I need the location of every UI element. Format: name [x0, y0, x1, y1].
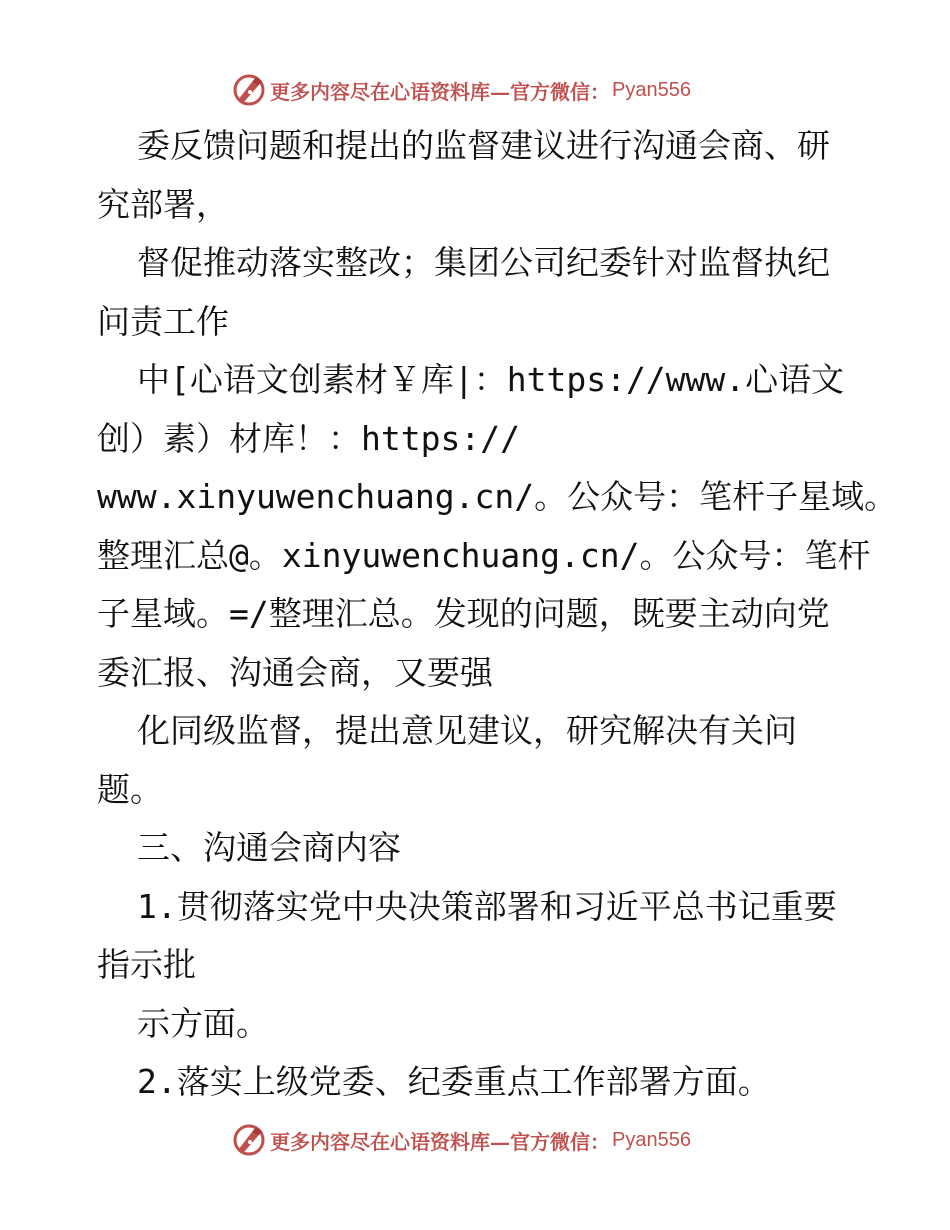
banner-wechat-id: Pyan556	[612, 1128, 691, 1151]
list-item-continuation: 示方面。	[137, 1003, 269, 1043]
body-line: 委反馈问题和提出的监督建议进行沟通会商、研	[137, 126, 830, 165]
body-line: 题。	[97, 769, 163, 809]
pen-nib-logo-icon	[232, 1123, 266, 1157]
footer-banner	[232, 1122, 691, 1158]
list-item: 2.落实上级党委、纪委重点工作部署方面。	[137, 1062, 771, 1101]
body-line: 整理汇总@。xinyuwenchuang.cn/。公众号：笔杆	[97, 535, 871, 575]
header-banner	[232, 72, 691, 108]
body-line: 究部署，	[97, 184, 229, 224]
banner-text: 更多内容尽在心语资料库—官方微信：	[270, 1129, 610, 1154]
document-body	[97, 117, 898, 1112]
body-line: www.xinyuwenchuang.cn/。公众号：笔杆子星域。	[97, 477, 898, 516]
banner-text: 更多内容尽在心语资料库—官方微信：	[270, 79, 610, 104]
body-line: 问责工作	[97, 301, 229, 341]
body-line: 委汇报、沟通会商，又要强	[97, 652, 493, 692]
section-heading: 三、沟通会商内容	[137, 828, 401, 867]
body-line: 子星域。=/整理汇总。发现的问题，既要主动向党	[97, 594, 830, 633]
body-line: 督促推动落实整改；集团公司纪委针对监督执纪	[137, 243, 830, 282]
body-line: 中[心语文创素材￥库|：https://www.心语文	[137, 360, 845, 399]
pen-nib-logo-icon	[232, 73, 266, 107]
list-item-continuation: 指示批	[97, 945, 196, 984]
body-line: 化同级监督，提出意见建议，研究解决有关问	[137, 711, 797, 750]
banner-wechat-id: Pyan556	[612, 78, 691, 101]
body-line: 创）素）材库！：https://	[97, 418, 520, 458]
list-item: 1.贯彻落实党中央决策部署和习近平总书记重要	[137, 886, 837, 926]
